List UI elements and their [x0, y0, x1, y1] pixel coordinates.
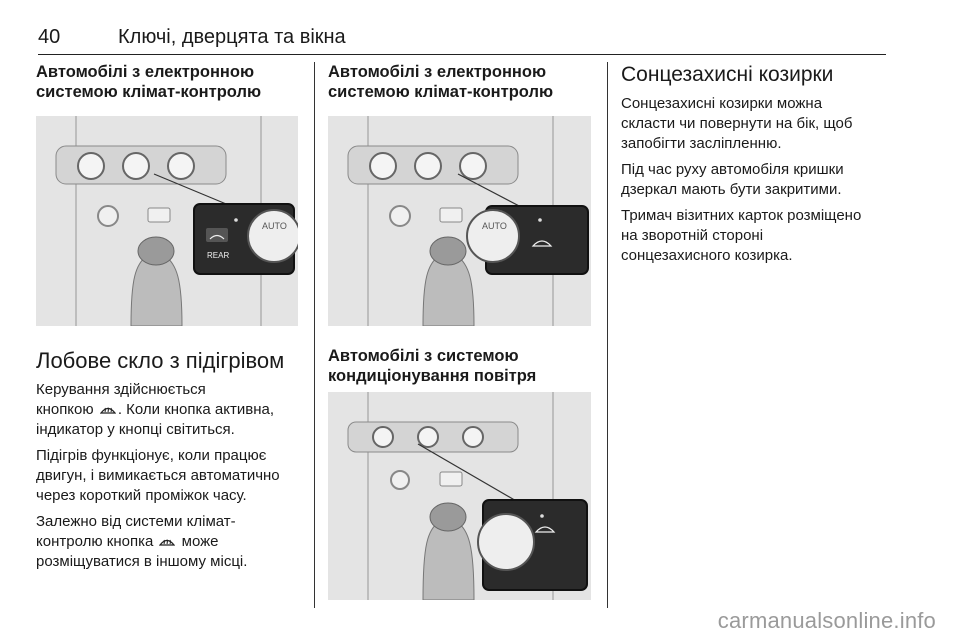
subhead-ac-block [328, 346, 593, 386]
subhead-electronic-climate-2: Автомобілі з електронною системою клімат-контролю [328, 63, 554, 101]
watermark: carmanualsonline.info [717, 608, 936, 633]
column-middle [328, 62, 593, 102]
paragraph-card-holder: Тримач візитних карток розміщено на зворотній стороні сонцезахисного козирка. [621, 207, 862, 264]
rear-label: REAR [207, 251, 230, 260]
page-number: 40 [38, 26, 61, 48]
paragraph-button-location: Залежно від системи клімат- контролю кнопка може розміщуватися в іншому місці. [36, 513, 248, 570]
page-header [38, 26, 886, 55]
figure-climate-control-front [328, 116, 591, 326]
paragraph-heated-control: Керування здійснюється кнопкою . Коли кнопка активна, індикатор у кнопці світиться. [36, 381, 274, 438]
section-heated-windscreen [36, 348, 306, 572]
column-left [36, 62, 302, 102]
auto-label-2: AUTO [482, 221, 507, 231]
windscreen-heat-icon [100, 403, 116, 415]
section-title-heated-windscreen: Лобове скло з підігрівом [36, 348, 285, 373]
paragraph-heated-operation: Підігрів функціонує, коли працює двигун, і вимикається автоматично через короткий проміжок часу. [36, 447, 280, 504]
subhead-electronic-climate: Автомобілі з електронною системою клімат-контролю [36, 63, 262, 101]
chapter-title: Ключі, дверцята та вікна [118, 26, 346, 48]
figure-air-conditioning [328, 392, 591, 600]
column-divider-right [607, 62, 608, 608]
section-title-sun-visors: Сонцезахисні козирки [621, 63, 834, 86]
subhead-air-conditioning: Автомобілі з системою кондиціонування повітря [328, 347, 537, 385]
column-divider-left [314, 62, 315, 608]
windscreen-heat-icon [159, 535, 175, 547]
auto-label: AUTO [262, 221, 287, 231]
figure-climate-control-rear [36, 116, 298, 326]
paragraph-visors-fold: Сонцезахисні козирки можна скласти чи повернути на бік, щоб запобігти засліпленню. [621, 95, 853, 152]
paragraph-mirror-covers: Під час руху автомобіля кришки дзеркал мають бути закритими. [621, 161, 844, 198]
column-right [621, 62, 921, 266]
